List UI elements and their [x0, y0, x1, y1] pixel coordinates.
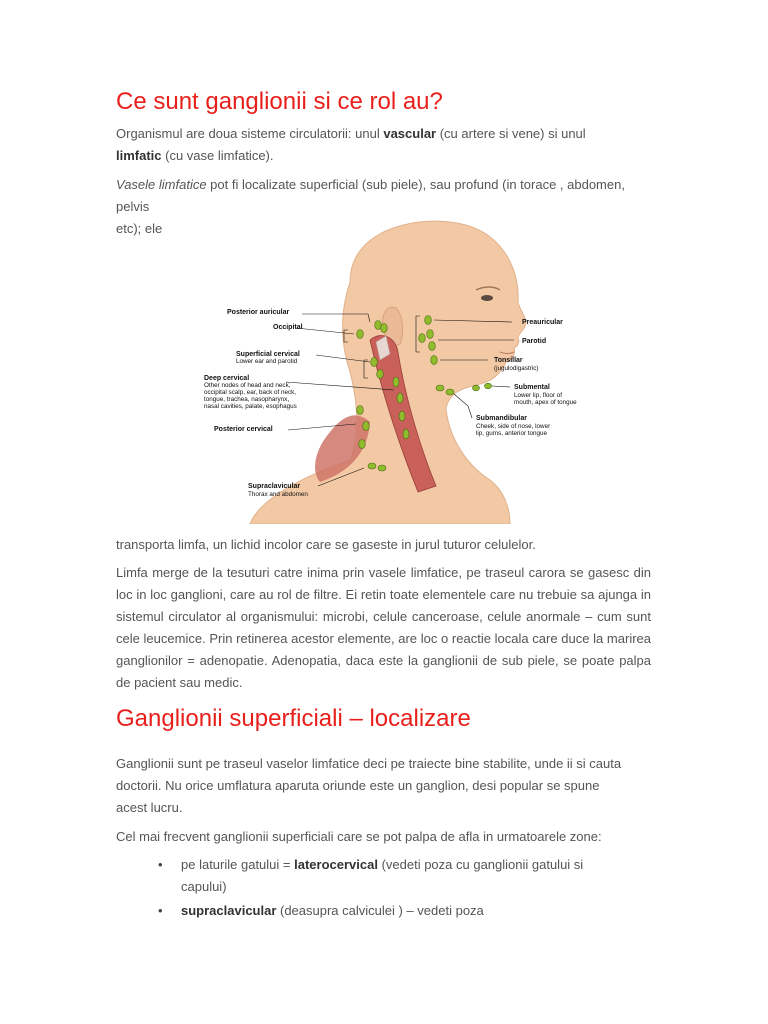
text-fragment: pe laturile gatului = — [181, 857, 295, 872]
label-occipital: Occipital — [273, 324, 303, 331]
label-posterior-auricular: Posterior auricular — [227, 309, 290, 316]
node-posterior-cervical — [357, 406, 364, 415]
node-posterior-auricular — [381, 324, 388, 333]
node-occipital — [357, 330, 364, 339]
label-preauricular: Preauricular — [522, 319, 563, 326]
label-submandibular-sub: lip, gums, anterior tongue — [476, 430, 548, 437]
node-parotid — [419, 334, 426, 343]
bold-term-supraclavicular: supraclavicular — [181, 903, 277, 918]
paragraph-transport-lymph: transporta limfa, un lichid incolor care se gaseste in jurul tuturor celulelor. — [116, 537, 536, 552]
label-supraclavicular: Supraclavicular — [248, 483, 301, 490]
node-parotid — [429, 342, 436, 351]
label-supraclavicular-sub: Thorax and abdomen — [248, 491, 308, 498]
node-posterior-cervical — [359, 440, 366, 449]
label-posterior-cervical: Posterior cervical — [214, 426, 273, 433]
node-submental — [473, 385, 480, 391]
node-submandibular — [436, 385, 444, 391]
node-deep-cervical — [397, 393, 403, 403]
eye — [481, 295, 493, 301]
label-deep-cervical-sub: occipital scalp, ear, back of neck, — [204, 389, 297, 396]
label-superficial-cervical-sub: Lower ear and parotid — [236, 358, 298, 365]
label-submandibular-sub: Cheek, side of nose, lower — [476, 423, 551, 430]
node-supraclavicular — [368, 463, 376, 469]
label-deep-cervical-sub: tongue, trachea, nasopharynx, — [204, 396, 290, 403]
paragraph-palpable-zones: Cel mai frecvent ganglionii superficiali care se pot palpa de afla in urmatoarele zone: — [116, 829, 602, 844]
node-submandibular — [446, 389, 454, 395]
text-fragment: (cu vase limfatice). — [161, 148, 274, 163]
lymph-nodes-head-neck-illustration — [200, 212, 600, 524]
text-fragment: doctorii. Nu orice umflatura aparuta oriunde este un ganglion, desi popular se spune — [116, 778, 600, 793]
text-fragment: (deasupra calviculei ) – vedeti poza — [276, 903, 484, 918]
node-parotid — [427, 330, 434, 339]
list-item-laterocervical — [181, 854, 583, 898]
section-title-ganglioni-rol: Ce sunt ganglionii si ce rol au? — [116, 88, 443, 115]
text-fragment: Ganglionii sunt pe traseul vaselor limfatice deci pe traiecte bine stabilite, unde ii si cauta — [116, 756, 622, 771]
paragraph-circulatory-systems — [116, 123, 586, 167]
list-item-supraclavicular — [181, 900, 484, 922]
text-fragment: pot fi localizate superficial (sub piele), sau profund (in torace , abdomen, — [206, 177, 625, 192]
bullet-dot: • — [158, 857, 163, 872]
label-superficial-cervical: Superficial cervical — [236, 351, 300, 358]
node-submental — [485, 383, 492, 389]
label-tonsillar: Tonsillar — [494, 357, 523, 364]
label-deep-cervical-sub: Other nodes of head and neck, — [204, 382, 291, 389]
node-posterior-cervical — [363, 422, 370, 431]
node-supraclavicular — [378, 465, 386, 471]
node-superficial-cervical — [377, 370, 384, 379]
section-title-superficial-nodes: Ganglionii superficiali – localizare — [116, 705, 471, 732]
label-submental: Submental — [514, 384, 550, 391]
paragraph-lymph-flow: Limfa merge de la tesuturi catre inima prin vasele limfatice, pe traseul carora se gasesc din loc in loc ganglioni, care au rol de filtre. Ei retin toate elementele care nu trebuie sa ajunga in sistemul circulator al organismului: microbi, celule canceroase, celule anormale – cum sunt cele leucemice. Prin retinerea acestor elemente, are loc o reactie locala care duce la marirea ganglionilor = adenopatie. Adenopatia, daca este la ganglionii de sub piele, se poate palpa de pacient sau medic. — [116, 565, 651, 690]
text-fragment: (vedeti poza cu ganglionii gatului si — [377, 857, 584, 872]
text-fragment: (cu artere si vene) si unul — [436, 126, 586, 141]
label-parotid: Parotid — [522, 338, 547, 345]
node-deep-cervical — [403, 429, 409, 439]
text-fragment: pelvis — [116, 199, 150, 214]
italic-term-vasele-limfatice: Vasele limfatice — [116, 177, 207, 192]
text-fragment: Organismul are doua sisteme circulatorii: unul — [116, 126, 384, 141]
label-submandibular: Submandibular — [476, 415, 527, 422]
paragraph-node-routes — [116, 753, 621, 819]
bold-term-laterocervical: laterocervical — [294, 857, 378, 872]
node-deep-cervical — [393, 377, 399, 387]
bullet-dot: • — [158, 903, 163, 918]
label-deep-cervical-sub: nasal cavities, palate, esophagus — [204, 403, 297, 410]
bold-term-vascular: vascular — [383, 126, 437, 141]
leader-line — [454, 394, 472, 418]
label-submental-sub: mouth, apex of tongue — [514, 399, 577, 406]
text-fragment: acest lucru. — [116, 800, 183, 815]
bold-term-limfatic: limfatic — [116, 148, 162, 163]
node-deep-cervical — [399, 411, 405, 421]
label-submental-sub: Lower lip, floor of — [514, 392, 562, 399]
node-preauricular — [425, 316, 432, 325]
leader-line — [492, 386, 510, 387]
node-superficial-cervical — [371, 358, 378, 367]
label-tonsillar-sub: (jugulodigastric) — [494, 365, 539, 372]
text-fragment: capului) — [181, 879, 227, 894]
node-tonsillar — [431, 356, 438, 365]
text-fragment: etc); ele — [116, 221, 163, 236]
label-deep-cervical: Deep cervical — [204, 375, 250, 382]
node-posterior-auricular — [375, 321, 382, 330]
